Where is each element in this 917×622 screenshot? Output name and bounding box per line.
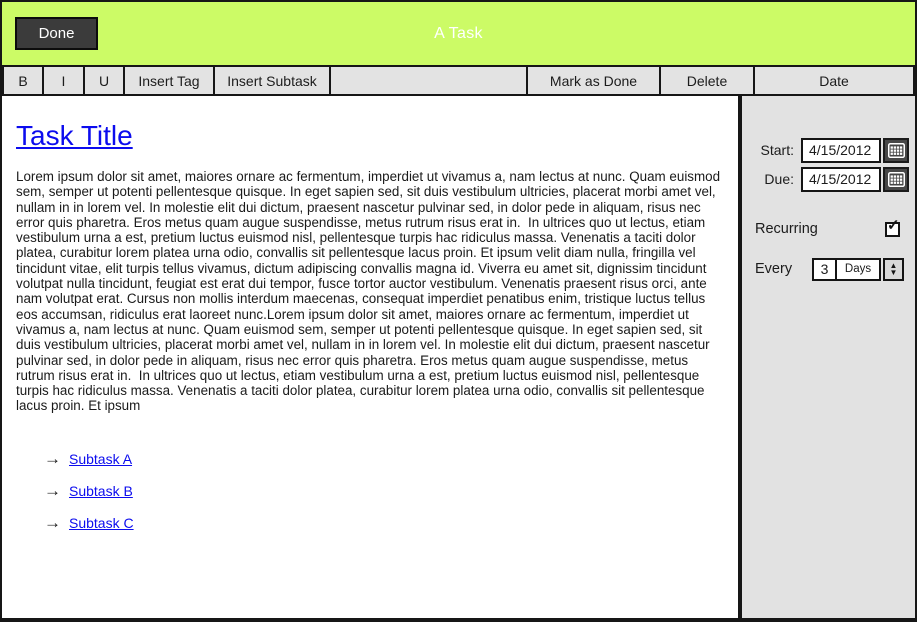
- recurring-checkbox[interactable]: [885, 216, 900, 237]
- list-item: [44, 507, 726, 539]
- subtask-link-b[interactable]: Subtask B: [69, 482, 133, 499]
- italic-button[interactable]: I: [42, 65, 85, 96]
- task-title-link[interactable]: Task Title: [16, 120, 133, 151]
- insert-subtask-button[interactable]: Insert Subtask: [213, 65, 331, 96]
- delete-button[interactable]: Delete: [659, 65, 755, 96]
- recurring-row: [750, 216, 909, 239]
- editor-toolbar: [2, 65, 915, 96]
- recurring-label: Recurring: [755, 221, 818, 237]
- list-item: [44, 443, 726, 475]
- app-header: [2, 2, 915, 65]
- list-item: [44, 475, 726, 507]
- start-calendar-button[interactable]: [883, 138, 909, 163]
- insert-tag-button[interactable]: Insert Tag: [123, 65, 215, 96]
- bold-button[interactable]: B: [2, 65, 44, 96]
- start-date-label: Start:: [760, 142, 794, 158]
- mark-as-done-button[interactable]: Mark as Done: [526, 65, 661, 96]
- interval-value-input[interactable]: [812, 258, 837, 281]
- date-button[interactable]: Date: [753, 65, 915, 96]
- interval-controls: [812, 258, 904, 281]
- start-date-input[interactable]: [801, 138, 881, 163]
- stepper-up-icon: ▲: [889, 261, 898, 270]
- interval-unit-select[interactable]: Days: [837, 258, 881, 281]
- date-settings-sidebar: [742, 96, 915, 618]
- subtask-list: [44, 443, 726, 539]
- interval-stepper[interactable]: [883, 258, 904, 281]
- arrow-right-icon: →: [44, 512, 61, 532]
- due-calendar-button[interactable]: [883, 167, 909, 192]
- stepper-down-icon: ▼: [889, 268, 898, 277]
- page-title: A Task: [434, 24, 483, 42]
- subtask-link-a[interactable]: Subtask A: [69, 450, 133, 467]
- body-row: [2, 96, 915, 618]
- calendar-icon: [888, 143, 905, 158]
- every-label: Every: [755, 261, 793, 277]
- arrow-right-icon: →: [44, 448, 61, 468]
- due-date-row: [750, 166, 909, 192]
- due-date-input[interactable]: [801, 167, 881, 192]
- task-content-area: [2, 96, 742, 618]
- task-description-text[interactable]: Lorem ipsum dolor sit amet, maiores ornare ac fermentum, imperdiet ut vivamus a, nam lectus at nunc. Quam euismod sem, semper ut potenti pellentesque quisque. In eget sapien sed, sit duis vestibulum ultricies, placerat morbi amet vel, nullam in in lorem vel. In molestie elit dui dictum, praesent nascetur pulvinar sed, in dolor pede in aliquam, risus nec error quis pharetra. Eros metus quam augue suspendisse, metus rutrum risus erat in. In ultrices quo ut lectus, etiam vestibulum urna a est, pretium luctus euismod nisl, pellentesque turpis hac ridiculus massa. Venenatis a taciti dolor platea, curabitur lorem platea urna odio, convallis sit pellentesque lacus proin. Et ipsum velit diam nulla, fringilla vel tincidunt vitae, elit turpis tellus vivamus, dictum adipiscing convallis magna id. Viverra eu amet sit, dignissim tincidunt volutpat nulla tincidunt, feugiat est erat dui tempor, fusce tortor auctor vestibulum. Venenatis praesent risus orci, ante nam volutpat erat. Cursus non mollis interdum maecenas, consequat imperdiet penatibus enim, tristique luctus tellus eos accumsan, ridiculus erat laoreet nunc.Lorem ipsum dolor sit amet, maiores ornare ac fermentum, imperdiet ut vivamus a, nam lectus at nunc. Quam euismod sem, semper ut potenti pellentesque quisque. In eget sapien sed, sit duis vestibulum ultricies, placerat morbi amet vel, nullam in in lorem vel. In molestie elit dui dictum, praesent nascetur pulvinar sed, in dolor pede in aliquam, risus nec error quis pharetra. Eros metus quam augue suspendisse, metus rutrum risus erat in. In ultrices quo ut lectus, etiam vestibulum urna a est, pretium luctus euismod nisl, pellentesque turpis hac ridiculus massa. Venenatis a taciti dolor platea, curabitur lorem platea urna odio, convallis sit pellentesque lacus proin. Et ipsum: [16, 169, 721, 414]
- due-date-label: Due:: [764, 171, 794, 187]
- calendar-icon: [888, 172, 905, 187]
- recurrence-interval-row: [750, 257, 909, 281]
- arrow-right-icon: →: [44, 480, 61, 500]
- toolbar-spacer: [329, 65, 528, 96]
- underline-button[interactable]: U: [83, 65, 125, 96]
- subtask-link-c[interactable]: Subtask C: [69, 514, 134, 531]
- done-button[interactable]: Done: [15, 17, 98, 50]
- start-date-row: [750, 137, 909, 163]
- checkmark-icon: ✓: [887, 216, 900, 234]
